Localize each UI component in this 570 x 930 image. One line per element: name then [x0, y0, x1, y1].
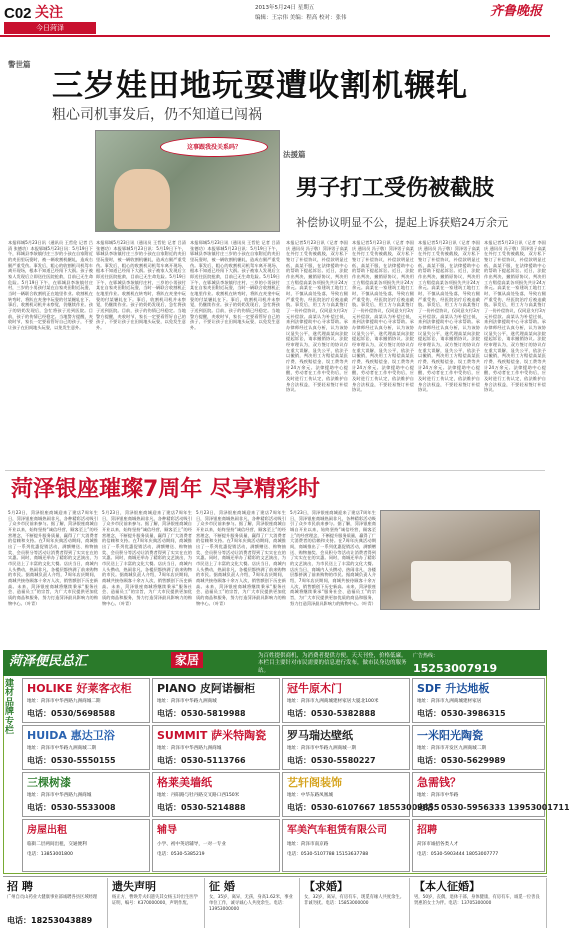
- notice-body: 男，50岁，丧偶，退休干部，身体健康，有房有车，诚觅一位善良贤惠的女士为伴。电话：13705300000: [414, 895, 540, 906]
- ad-name: 格莱美墙纸: [157, 776, 212, 789]
- notice-heading: 遗失声明: [112, 880, 156, 893]
- story2-headline: 男子打工受伤被截肢: [296, 176, 495, 201]
- ad-cell-small: [412, 819, 545, 872]
- notice-phone: 电话：18253043889: [7, 916, 93, 925]
- ad-name: HUIDA 惠达卫浴: [27, 729, 115, 742]
- ads-header: [3, 650, 547, 676]
- notice-heading: 【本人征婚】: [414, 880, 480, 893]
- ad-phone: 电话：0530-3986315: [417, 709, 506, 718]
- ad-name: 军美汽车租赁有限公司: [287, 825, 387, 836]
- ad-phone: 电话：0530-5629989: [417, 756, 506, 765]
- ad-address: 地址：菏泽市中华路九洲商城二期: [27, 746, 96, 751]
- ad-name: PIANO 皮阿诺橱柜: [157, 682, 256, 695]
- ad-address: 地址：菏泽市中华西路九洲商城: [27, 793, 92, 798]
- ad-address: 地址：菏泽市中华路九洲商城: [157, 699, 217, 704]
- ad-phone: 电话：0530/5698588: [27, 709, 116, 718]
- ads-home-label: 家居: [171, 652, 203, 668]
- child-figure: [114, 169, 170, 229]
- ad-desc: 菏泽市诚招各类人才: [417, 842, 459, 847]
- ad-phone: 电话：0530-5107788 15153637788: [287, 852, 369, 857]
- notice-body: 女，32岁，离异，有房有车，现觅有缘人共度余生。非诚勿扰。电话：15853000000: [304, 895, 404, 906]
- photo-speech-bubble: 这事跟我没关系吗？: [160, 137, 268, 157]
- ad-name: 辅导: [157, 825, 177, 836]
- ad-name: 艺轩阁装饰: [287, 776, 342, 789]
- issue-date: 2013年5月24日 星期五: [255, 5, 315, 11]
- story1-headline: 三岁娃田地玩耍遭收割机辗轧: [52, 68, 468, 104]
- ad-phone: 电话：0530-5550155: [27, 756, 116, 765]
- notice-box: [410, 878, 547, 928]
- ad-cell-small: [152, 819, 280, 872]
- ad-cell: [152, 772, 280, 817]
- story2-tag: 法援篇: [283, 150, 306, 159]
- editor-credits: 编辑：王宗伟 美编：程高 校对：张伟: [255, 15, 347, 21]
- story3-body-col3: 5月23日，菏泽银座商城迎来了建店7周年生日，菏泽银座商城热闹非凡，各种精彩活动吸引了众多市民前来参与。据了解，菏泽银座商城自开业以来，始终坚持“诚信经营，顾客至上”的经营理念，不断提升服务质量，赢得了广大消费者的信赖和支持。在7周年庆典活动期间，商城推出了一系列优惠促销活动，满额赠送、购物抽奖、会员积分等活动让消费者得到了实实在在的实惠。同时，商城还举办了精彩的文艺演出，为市民送上了丰富的文化大餐。店庆当日，商城内人头攒动，热闹非凡，各楼层都挤满了前来购物的市民。据商城负责人介绍，7周年店庆期间，商城共接待顾客十余万人次，销售额创下历史新高。未来，菏泽银座商城将继续秉承“服务社会、造福员工”的宗旨，为广大市民提供更加优质的商品和服务，努力打造菏泽最具影响力的购物中心。（叶青）: [196, 510, 286, 606]
- notice-body: 广州自贡山药业大健康事业部诚聘各县区域经理: [7, 895, 98, 900]
- notice-box: [205, 878, 300, 928]
- notice-body: 女，35岁，离异，无孩，身高1.62米，事业单位工作，诚寻诚心人共度余生。电话：13953000000: [209, 895, 293, 912]
- story3-headline: 菏泽银座璀璨7周年 尽享精彩时: [11, 477, 320, 502]
- ad-address: 地址：菏泽市九洲商城建材家居: [417, 699, 482, 704]
- story1-subheadline: 粗心司机事发后，仍不知道已闯祸: [52, 107, 262, 123]
- story1-tag: 警世篇: [8, 60, 31, 69]
- ad-desc: 地址：菏泽市南京路: [287, 842, 329, 847]
- ad-cell: [412, 678, 545, 723]
- story3-body-col1: 5月23日，菏泽银座商城迎来了建店7周年生日，菏泽银座商城热闹非凡，各种精彩活动吸引了众多市民前来参与。据了解，菏泽银座商城自开业以来，始终坚持“诚信经营，顾客至上”的经营理念，不断提升服务质量，赢得了广大消费者的信赖和支持。在7周年庆典活动期间，商城推出了一系列优惠促销活动，满额赠送、购物抽奖、会员积分等活动让消费者得到了实实在在的实惠。同时，商城还举办了精彩的文艺演出，为市民送上了丰富的文化大餐。店庆当日，商城内人头攒动，热闹非凡，各楼层都挤满了前来购物的市民。据商城负责人介绍，7周年店庆期间，商城共接待顾客十余万人次，销售额创下历史新高。未来，菏泽银座商城将继续秉承“服务社会、造福员工”的宗旨，为广大市民提供更加优质的商品和服务，努力打造菏泽最具影响力的购物中心。（叶青）: [8, 510, 98, 606]
- story2-body-col2: 本报记者5月23日讯（记者 李国庆 通讯员 冯子敬）菏泽男子高某在外打工受伤被截肢，双方私下签订了补偿协议，补偿款明显过低，高某不服，在法律援助中心的帮助下提起诉讼。近日，法院作出判决，撤销原协议，判决用工方赔偿高某各项损失共计24万余元。高某在一家建筑工地打工时，不慎从高处坠落，导致右腿严重受伤，经医院治疗后被迫截肢。事发后，用工方与高某签订了一份补偿协议，仅同意支付3万元补偿款。高某认为补偿过低，来到法律援助中心寻求帮助。承办律师经过认真分析，认为该协议显失公平，遂代理高某向法院提起诉讼，请求撤销协议。法院经审理认为，双方签订的协议存在重大误解，显失公平，依法予以撤销，判决用工方赔偿高某医疗费、残疾赔偿金、误工费等共计24万余元。法律援助中心提醒，劳动者在工作中受伤后，应及时进行工伤认定，依法维护自身合法权益，不要轻易签订补偿协议。: [352, 240, 414, 393]
- ad-address: 地址：菏泽市中华路九洲商城一期: [287, 746, 356, 751]
- ad-cell-small: [22, 819, 150, 872]
- story3-body-col4: 5月23日，菏泽银座商城迎来了建店7周年生日，菏泽银座商城热闹非凡，各种精彩活动吸引了众多市民前来参与。据了解，菏泽银座商城自开业以来，始终坚持“诚信经营，顾客至上”的经营理念，不断提升服务质量，赢得了广大消费者的信赖和支持。在7周年庆典活动期间，商城推出了一系列优惠促销活动，满额赠送、购物抽奖、会员积分等活动让消费者得到了实实在在的实惠。同时，商城还举办了精彩的文艺演出，为市民送上了丰富的文化大餐。店庆当日，商城内人头攒动，热闹非凡，各楼层都挤满了前来购物的市民。据商城负责人介绍，7周年店庆期间，商城共接待顾客十余万人次，销售额创下历史新高。未来，菏泽银座商城将继续秉承“服务社会、造福员工”的宗旨，为广大市民提供更加优质的商品和服务，努力打造菏泽最具影响力的购物中心。（叶青）: [290, 510, 376, 606]
- ad-phone: 电话：0530-5580227: [287, 756, 376, 765]
- ads-phone-label: 广告热线：: [413, 653, 439, 659]
- story2-body-col1: 本报记者5月23日讯（记者 李国庆 通讯员 冯子敬）菏泽男子高某在外打工受伤被截肢，双方私下签订了补偿协议，补偿款明显过低，高某不服，在法律援助中心的帮助下提起诉讼。近日，法院作出判决，撤销原协议，判决用工方赔偿高某各项损失共计24万余元。高某在一家建筑工地打工时，不慎从高处坠落，导致右腿严重受伤，经医院治疗后被迫截肢。事发后，用工方与高某签订了一份补偿协议，仅同意支付3万元补偿款。高某认为补偿过低，来到法律援助中心寻求帮助。承办律师经过认真分析，认为该协议显失公平，遂代理高某向法院提起诉讼，请求撤销协议。法院经审理认为，双方签订的协议存在重大误解，显失公平，依法予以撤销，判决用工方赔偿高某医疗费、残疾赔偿金、误工费等共计24万余元。法律援助中心提醒，劳动者在工作中受伤后，应及时进行工伤认定，依法维护自身合法权益，不要轻易签订补偿协议。: [286, 240, 348, 393]
- ad-phone: 电话：0530-6107667 18553009855: [287, 803, 440, 812]
- story3-band: [5, 470, 545, 504]
- ads-side-label: 建材品牌专栏: [5, 679, 15, 737]
- notice-heading: 征 婚: [209, 880, 235, 893]
- ad-phone: 电话：0530-5956333 13953001711: [417, 803, 570, 812]
- ad-cell: [22, 772, 150, 817]
- section-title: 关注: [35, 5, 63, 21]
- ad-cell: [152, 678, 280, 723]
- ad-name: 一米阳光陶瓷: [417, 729, 483, 742]
- notice-heading: 【求婚】: [304, 880, 348, 893]
- ad-name: 房屋出租: [27, 825, 67, 836]
- subsection-banner: 今日菏泽: [4, 22, 96, 34]
- notice-box: [108, 878, 205, 928]
- notice-heading: 招 聘: [7, 880, 33, 893]
- ad-cell: [22, 678, 150, 723]
- ad-address: 地址：菏泽市开发区九洲商城二期: [417, 746, 486, 751]
- story1-photo: [95, 130, 280, 232]
- ad-name: 急需钱？: [417, 776, 461, 789]
- ad-phone: 电话：0530-5382888: [287, 709, 376, 718]
- ad-phone: 电话：0530-5113766: [157, 756, 246, 765]
- ad-desc: 临街二层两间出租，交通便利: [27, 842, 87, 847]
- ad-address: 地址：菏泽市九洲商城建材家居大厦北100米: [287, 699, 379, 704]
- newspaper-logo: 齐鲁晚报: [490, 4, 543, 19]
- ad-name: 冠牛原木门: [287, 682, 342, 695]
- notice-body: 杨正方、曹焕芳夫妇遗失其女杨玉玲出生医学证明，编号：K370000000，声明作废。: [112, 895, 198, 906]
- page-number: C02: [4, 5, 32, 22]
- ad-cell: [412, 772, 570, 817]
- story1-body-col3: 本报郓城5月23日讯（通讯员 王哲伦 记者 吕清 张德功）本报郓城5月23日讯：5月19日下午，郓城县李垓镇付庄三岁的小孩在自家附近的麦田里玩耍时，被一辆收割机辗轧，造成右腿严重受伤。事发后，粗心的收割机司机驾车离开现场，根本不知道已经闯下大祸。孩子被家人发现后立即送往医院抢救，目前已无生命危险。5月19日下午，在郓城县李垓镇付庄村，三岁的小男孩付某在自家麦田附近玩耍，当时一辆联合收割机正在地里作业。收割机在转弯时，将趴在麦垄中玩耍的付某辗轧在下。事后，收割机司机并未察觉，仍继续作业。孩子的奶奶发现后，急忙将孩子送到医院。目前，孩子的伤情已经稳定。当地警方提醒，麦收时节，家长一定要看管好自己的孩子，不要让孩子在田间地头玩耍，以免发生意外。: [190, 240, 280, 331]
- story1-body-col1: 本报郓城5月23日讯（通讯员 王哲伦 记者 吕清 张德功）本报郓城5月23日讯：5月19日下午，郓城县李垓镇付庄三岁的小孩在自家附近的麦田里玩耍时，被一辆收割机辗轧，造成右腿严重受伤。事发后，粗心的收割机司机驾车离开现场，根本不知道已经闯下大祸。孩子被家人发现后立即送往医院抢救，目前已无生命危险。5月19日下午，在郓城县李垓镇付庄村，三岁的小男孩付某在自家麦田附近玩耍，当时一辆联合收割机正在地里作业。收割机在转弯时，将趴在麦垄中玩耍的付某辗轧在下。事后，收割机司机并未察觉，仍继续作业。孩子的奶奶发现后，急忙将孩子送到医院。目前，孩子的伤情已经稳定。当地警方提醒，麦收时节，家长一定要看管好自己的孩子，不要让孩子在田间地头玩耍，以免发生意外。: [8, 240, 93, 331]
- story3-body-col2: 5月23日，菏泽银座商城迎来了建店7周年生日，菏泽银座商城热闹非凡，各种精彩活动吸引了众多市民前来参与。据了解，菏泽银座商城自开业以来，始终坚持“诚信经营，顾客至上”的经营理念，不断提升服务质量，赢得了广大消费者的信赖和支持。在7周年庆典活动期间，商城推出了一系列优惠促销活动，满额赠送、购物抽奖、会员积分等活动让消费者得到了实实在在的实惠。同时，商城还举办了精彩的文艺演出，为市民送上了丰富的文化大餐。店庆当日，商城内人头攒动，热闹非凡，各楼层都挤满了前来购物的市民。据商城负责人介绍，7周年店庆期间，商城共接待顾客十余万人次，销售额创下历史新高。未来，菏泽银座商城将继续秉承“服务社会、造福员工”的宗旨，为广大市民提供更加优质的商品和服务，努力打造菏泽最具影响力的购物中心。（叶青）: [102, 510, 192, 606]
- ad-desc: 小学、初中英语辅导，一对一专业: [157, 842, 226, 847]
- ad-cell: [22, 725, 150, 770]
- ad-address: 地址：中华东路凤凰城: [287, 793, 333, 798]
- ad-cell: [282, 678, 410, 723]
- story3-photo: [380, 510, 540, 610]
- ad-name: SUMMIT 萨米特陶瓷: [157, 729, 267, 742]
- ad-cell: [152, 725, 280, 770]
- ads-slogan: 为百姓提供商机，为消费者提供方便。天天刊登，价格低廉。本栏目主要针对市民需要的信息进行发布，做市民身边的服务站。: [258, 653, 407, 674]
- cake-figure: [411, 561, 511, 601]
- ad-name: SDF 升达地板: [417, 682, 490, 695]
- ad-cell-small: [282, 819, 410, 872]
- story2-subheadline: 补偿协议明显不公，提起上诉获赔24万余元: [296, 216, 508, 229]
- header-divider: [0, 35, 550, 37]
- ad-phone: 电话：0530-5819988: [157, 709, 246, 718]
- ad-name: HOLIKE 好莱客衣柜: [27, 682, 132, 695]
- story2-body-col3: 本报记者5月23日讯（记者 李国庆 通讯员 冯子敬）菏泽男子高某在外打工受伤被截肢，双方私下签订了补偿协议，补偿款明显过低，高某不服，在法律援助中心的帮助下提起诉讼。近日，法院作出判决，撤销原协议，判决用工方赔偿高某各项损失共计24万余元。高某在一家建筑工地打工时，不慎从高处坠落，导致右腿严重受伤，经医院治疗后被迫截肢。事发后，用工方与高某签订了一份补偿协议，仅同意支付3万元补偿款。高某认为补偿过低，来到法律援助中心寻求帮助。承办律师经过认真分析，认为该协议显失公平，遂代理高某向法院提起诉讼，请求撤销协议。法院经审理认为，双方签订的协议存在重大误解，显失公平，依法予以撤销，判决用工方赔偿高某医疗费、残疾赔偿金、误工费等共计24万余元。法律援助中心提醒，劳动者在工作中受伤后，应及时进行工伤认定，依法维护自身合法权益，不要轻易签订补偿协议。: [418, 240, 480, 393]
- ad-name: 招聘: [417, 825, 437, 836]
- ad-address: 地址：菏泽市中华西路九洲商城: [157, 746, 222, 751]
- ads-logo: 菏泽便民总汇: [9, 654, 88, 669]
- ad-cell: [412, 725, 545, 770]
- notice-box: [300, 878, 410, 928]
- story1-body-col2: 本报郓城5月23日讯（通讯员 王哲伦 记者 吕清 张德功）本报郓城5月23日讯：5月19日下午，郓城县李垓镇付庄三岁的小孩在自家附近的麦田里玩耍时，被一辆收割机辗轧，造成右腿严重受伤。事发后，粗心的收割机司机驾车离开现场，根本不知道已经闯下大祸。孩子被家人发现后立即送往医院抢救，目前已无生命危险。5月19日下午，在郓城县李垓镇付庄村，三岁的小男孩付某在自家麦田附近玩耍，当时一辆联合收割机正在地里作业。收割机在转弯时，将趴在麦垄中玩耍的付某辗轧在下。事后，收割机司机并未察觉，仍继续作业。孩子的奶奶发现后，急忙将孩子送到医院。目前，孩子的伤情已经稳定。当地警方提醒，麦收时节，家长一定要看管好自己的孩子，不要让孩子在田间地头玩耍，以免发生意外。: [96, 240, 186, 331]
- ad-phone: 电话：0530-5903444 18053007777: [417, 852, 499, 857]
- ad-name: 罗马瑞达壁纸: [287, 729, 353, 742]
- ad-name: 三棵树漆: [27, 776, 71, 789]
- page-header: [0, 0, 550, 36]
- ad-address: 地址：丹阳路与牡丹路交叉路口西150米: [157, 793, 240, 798]
- ad-address: 地址：菏泽市中华路: [417, 793, 459, 798]
- ad-address: 地址：菏泽市中华西路九洲商城二期: [27, 699, 101, 704]
- ads-phone: 15253007919: [413, 662, 498, 675]
- ad-cell: [282, 725, 410, 770]
- notice-box: [3, 878, 108, 928]
- ad-phone: 电话：0530-5214888: [157, 803, 246, 812]
- story2-body-col4: 本报记者5月23日讯（记者 李国庆 通讯员 冯子敬）菏泽男子高某在外打工受伤被截肢，双方私下签订了补偿协议，补偿款明显过低，高某不服，在法律援助中心的帮助下提起诉讼。近日，法院作出判决，撤销原协议，判决用工方赔偿高某各项损失共计24万余元。高某在一家建筑工地打工时，不慎从高处坠落，导致右腿严重受伤，经医院治疗后被迫截肢。事发后，用工方与高某签订了一份补偿协议，仅同意支付3万元补偿款。高某认为补偿过低，来到法律援助中心寻求帮助。承办律师经过认真分析，认为该协议显失公平，遂代理高某向法院提起诉讼，请求撤销协议。法院经审理认为，双方签订的协议存在重大误解，显失公平，依法予以撤销，判决用工方赔偿高某医疗费、残疾赔偿金、误工费等共计24万余元。法律援助中心提醒，劳动者在工作中受伤后，应及时进行工伤认定，依法维护自身合法权益，不要轻易签订补偿协议。: [484, 240, 546, 393]
- ad-phone: 电话：13853001800: [27, 852, 73, 857]
- ad-phone: 电话：0530-5385219: [157, 852, 205, 857]
- ad-phone: 电话：0530-5533008: [27, 803, 116, 812]
